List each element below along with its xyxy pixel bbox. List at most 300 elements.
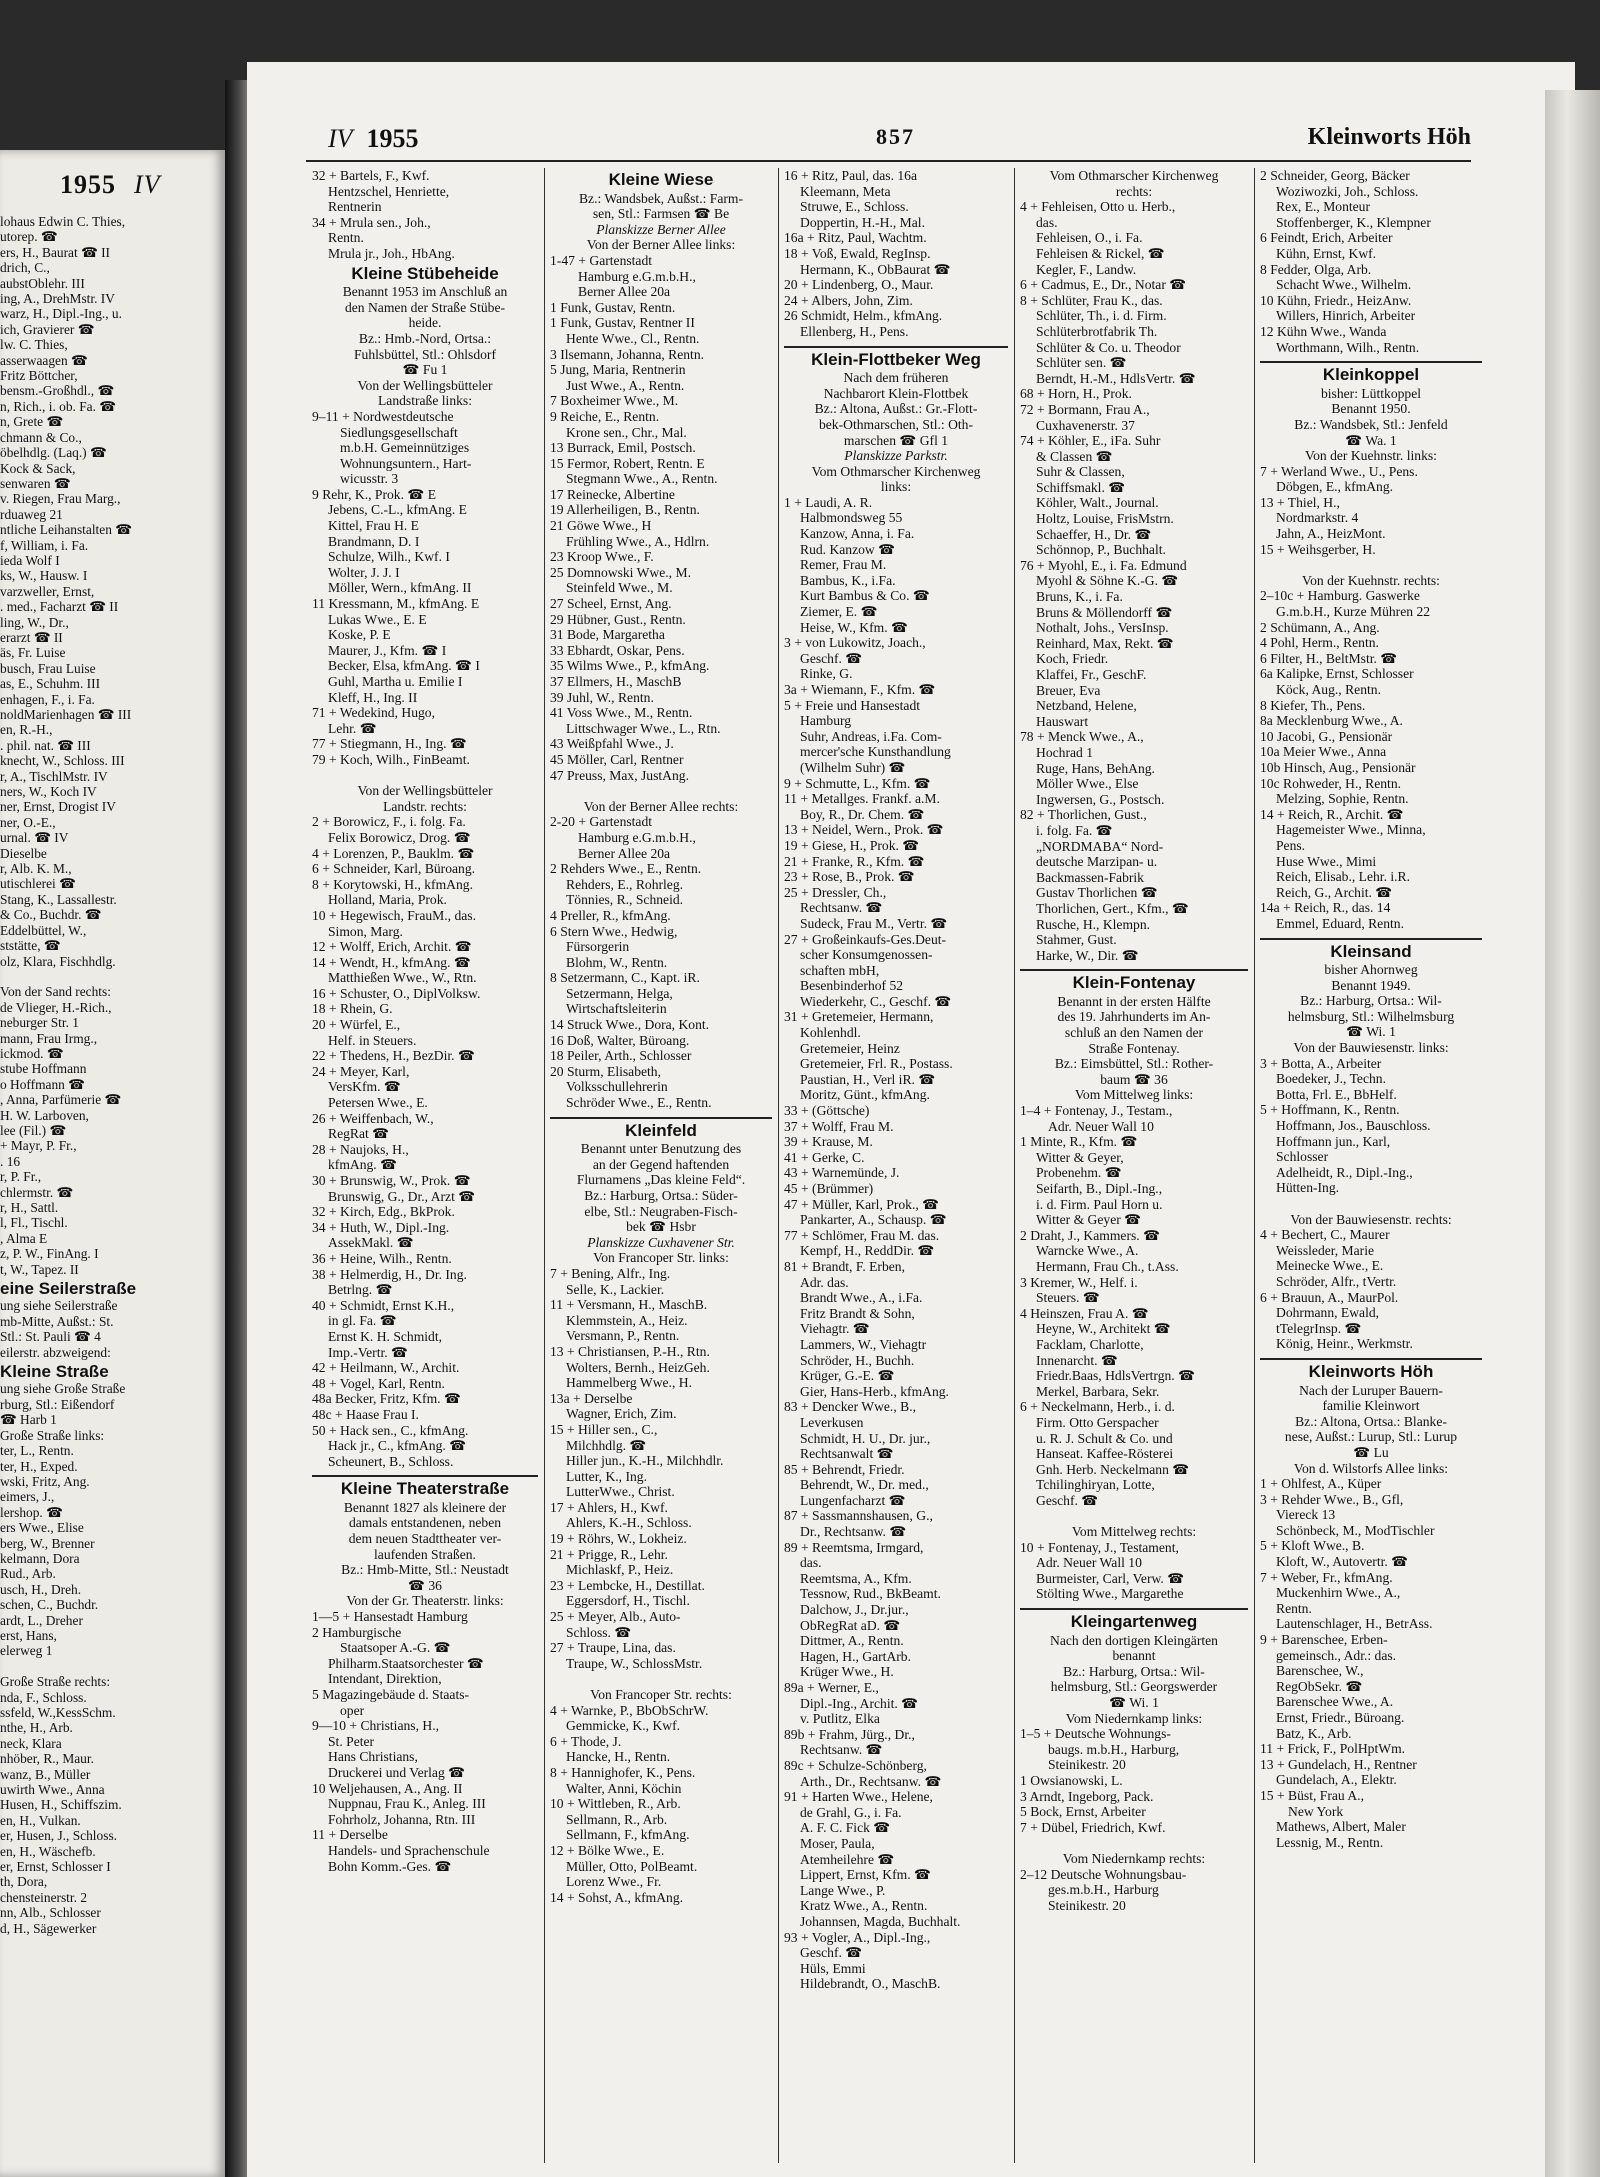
resident-entry: RegRat ☎	[328, 1126, 390, 1142]
resident-entry: Schröder, H., Buchh.	[800, 1352, 915, 1368]
left-page-line: ung siehe Große Straße	[0, 1381, 126, 1397]
left-page-line: Stl.: St. Pauli ☎ 4	[0, 1329, 101, 1345]
left-page-line: & Co., Buchdr. ☎	[0, 907, 102, 923]
street-info-line: den Namen der Straße Stübe-	[344, 299, 506, 315]
left-page-line: , Anna, Parfümerie ☎	[0, 1092, 122, 1108]
directory-column-3	[784, 168, 1008, 2163]
left-page-line: olz, Klara, Fischhdlg.	[0, 953, 116, 969]
street-heading: Kleine Theaterstraße	[340, 1479, 510, 1499]
left-page-line: l, Fl., Tischl.	[0, 1215, 68, 1231]
house-entry: 11 Kressmann, M., kfmAng. E	[312, 596, 480, 612]
street-info-line: Von Francoper Str. rechts:	[590, 1687, 732, 1702]
resident-entry: Hütten-Ing.	[1276, 1180, 1340, 1196]
left-page-line: Große Straße links:	[0, 1427, 105, 1443]
resident-entry: Worthmann, Wilh., Rentn.	[1276, 339, 1420, 355]
house-entry: 16a + Ritz, Paul, Wachtm.	[784, 230, 927, 246]
street-info-line: Vom Niedernkamp links:	[1065, 1710, 1203, 1726]
resident-entry: Tchilinghiryan, Lotte,	[1036, 1477, 1155, 1493]
house-entry: 20 + Würfel, E.,	[312, 1017, 401, 1033]
section-separator	[784, 346, 1008, 348]
resident-entry: Hamburg e.G.m.b.H.,	[578, 268, 696, 284]
street-info-line: Benannt 1953 im Anschluß an	[342, 284, 508, 300]
left-page-line: ntliche Leihanstalten ☎	[0, 522, 132, 538]
house-entry: 1–5 + Deutsche Wohnungs-	[1020, 1726, 1171, 1742]
house-entry: 17 + Ahlers, H., Kwf.	[550, 1499, 668, 1515]
left-page-line: ner, Ernst, Drogist IV	[0, 799, 116, 815]
page-header	[306, 120, 1471, 162]
house-entry: 4 Preller, R., kfmAng.	[550, 907, 671, 923]
resident-entry: i. d. Firm. Paul Horn u.	[1036, 1196, 1163, 1212]
resident-entry: Adr. das.	[800, 1274, 849, 1290]
street-info-line: ☎ Wi. 1	[1109, 1695, 1159, 1710]
resident-entry: Eggersdorf, H., Tischl.	[566, 1593, 690, 1609]
house-entry: 8 Kiefer, Th., Pens.	[1260, 697, 1366, 713]
left-page-line: drich, C.,	[0, 260, 50, 276]
resident-entry: Fürsorgerin	[566, 939, 630, 955]
resident-entry: Suhr, Andreas, i.Fa. Com-	[800, 728, 942, 744]
resident-entry: Dittmer, A., Rentn.	[800, 1633, 904, 1649]
street-info-line: Planskizze Cuxhavener Str.	[587, 1234, 735, 1250]
house-entry: 18 Peiler, Arth., Schlosser	[550, 1048, 692, 1064]
left-page-line: er, Ernst, Schlosser I	[0, 1859, 111, 1875]
street-heading: Kleinsand	[1330, 941, 1412, 961]
house-entry: 12 + Bölke Wwe., E.	[550, 1842, 665, 1858]
header-roman: IV	[328, 124, 353, 153]
left-page-year: 1955	[60, 170, 116, 199]
resident-entry: Döbgen, E., kfmAng.	[1276, 479, 1394, 495]
house-entry: 45 + (Brümmer)	[784, 1181, 874, 1196]
resident-entry: Meinecke Wwe., E.	[1276, 1258, 1384, 1274]
resident-entry: tTelegrInsp. ☎	[1276, 1320, 1362, 1336]
resident-entry: Selle, K., Lackier.	[566, 1281, 665, 1297]
resident-entry: Hiller jun., K.-H., Milchhdlr.	[566, 1453, 724, 1469]
house-entry: 8 + Korytowski, H., kfmAng.	[312, 876, 473, 892]
resident-entry: Gretemeier, Heinz	[800, 1040, 900, 1056]
left-page-line: utorep. ☎	[0, 229, 58, 245]
resident-entry: Burmeister, Carl, Verw. ☎	[1036, 1570, 1185, 1586]
street-info-line: ☎ Wi. 1	[1346, 1024, 1396, 1040]
house-entry: 89a + Werner, E.,	[784, 1680, 879, 1695]
left-page-line: en, H., Wäschefb.	[0, 1843, 96, 1859]
resident-entry: Bruns & Möllendorff ☎	[1036, 604, 1173, 620]
resident-entry: Holland, Maria, Prok.	[328, 892, 447, 908]
resident-entry: Ernst K. H. Schmidt,	[328, 1328, 443, 1344]
house-entry: 27 Scheel, Ernst, Ang.	[550, 596, 672, 612]
resident-entry: Kanzow, Anna, i. Fa.	[800, 526, 915, 542]
house-entry: 68 + Horn, H., Prok.	[1020, 386, 1132, 402]
resident-entry: gemeinsch., Adr.: das.	[1276, 1647, 1397, 1663]
house-entry: 1 Funk, Gustav, Rentner II	[550, 315, 695, 331]
street-info-line: an der Gegend haftenden	[592, 1156, 730, 1172]
resident-entry: Felix Borowicz, Drog. ☎	[328, 829, 471, 845]
house-entry: 17 Reinecke, Albertine	[550, 486, 675, 502]
resident-entry: Sudeck, Frau M., Vertr. ☎	[800, 915, 948, 931]
left-page-line: . 16	[0, 1153, 21, 1169]
house-entry: 13 + Neidel, Wern., Prok. ☎	[784, 822, 944, 838]
resident-entry: Brandt Wwe., A., i.Fa.	[800, 1290, 923, 1306]
house-entry: 76 + Myohl, E., i. Fa. Edmund	[1020, 557, 1187, 573]
house-entry: 27 + Großeinkaufs-Ges.Deut-	[784, 931, 947, 947]
house-entry: 7 + Werland Wwe., U., Pens.	[1260, 463, 1418, 479]
resident-entry: Gundelach, A., Elektr.	[1276, 1772, 1397, 1788]
house-entry: 10 + Hegewisch, FrauM., das.	[312, 907, 476, 923]
street-info-line: Nach der Luruper Bauern-	[1299, 1382, 1443, 1398]
street-info-line: familie Kleinwort	[1322, 1398, 1420, 1414]
directory-column-1	[312, 168, 538, 2163]
street-info-line: bisher Ahornweg	[1324, 962, 1418, 978]
street-info-line: ☎ Wa. 1	[1345, 432, 1397, 448]
street-info-line: Von der Bauwiesenstr. rechts:	[1290, 1211, 1452, 1227]
resident-entry: Bruns, K., i. Fa.	[1036, 589, 1123, 605]
resident-entry: Reich, G., Archit. ☎	[1276, 884, 1393, 900]
left-page-line: Von der Sand rechts:	[0, 984, 111, 1000]
house-entry: 37 + Wolff, Frau M.	[784, 1118, 894, 1134]
left-page-line: chmann & Co.,	[0, 429, 82, 445]
house-entry: 2 Draht, J., Kammers. ☎	[1020, 1227, 1161, 1243]
house-entry: 3 + Rehder Wwe., B., Gfl,	[1260, 1491, 1404, 1507]
resident-entry: Lorenz Wwe., Fr.	[566, 1874, 662, 1890]
spacer	[1260, 1196, 1482, 1212]
resident-entry: Milchhdlg. ☎	[566, 1437, 647, 1453]
left-page-line: n, Rich., i. ob. Fa. ☎	[0, 398, 116, 414]
house-entry: 31 Bode, Margaretha	[550, 627, 665, 643]
header-left	[328, 124, 419, 154]
house-entry: 15 Fermor, Robert, Rentn. E	[550, 455, 705, 471]
street-info-line: des 19. Jahrhunderts im An-	[1057, 1009, 1211, 1025]
house-entry: 71 + Wedekind, Hugo,	[312, 705, 435, 721]
house-entry: 10c Rohweder, H., Rentn.	[1260, 775, 1402, 791]
resident-entry: Hancke, H., Rentn.	[566, 1749, 671, 1765]
resident-entry: Heise, W., Kfm. ☎	[800, 619, 908, 635]
resident-entry: Hermann, Frau Ch., t.Ass.	[1036, 1258, 1179, 1274]
street-info-line: Von der Wellingsbütteler	[357, 783, 493, 799]
resident-entry: Kittel, Frau H. E	[328, 518, 419, 534]
resident-entry: Fritz Brandt & Sohn,	[800, 1305, 915, 1321]
resident-entry: Lammers, W., Viehagtr	[800, 1336, 927, 1352]
house-entry: 40 + Schmidt, Ernst K.H.,	[312, 1297, 455, 1313]
house-entry: 5 Jung, Maria, Rentnerin	[550, 362, 686, 378]
resident-entry: Hack jr., C., kfmAng. ☎	[328, 1438, 467, 1454]
house-entry: 4 + Bechert, C., Maurer	[1260, 1227, 1390, 1243]
resident-entry: Dipl.-Ing., Archit. ☎	[800, 1695, 919, 1711]
left-page-line: ter, L., Rentn.	[0, 1443, 74, 1459]
street-info-line: Von der Berner Allee rechts:	[583, 798, 739, 814]
house-entry: 6a Kalipke, Ernst, Schlosser	[1260, 666, 1414, 682]
resident-entry: in gl. Fa. ☎	[328, 1313, 397, 1329]
resident-entry: Gnh. Herb. Neckelmann ☎	[1036, 1461, 1190, 1477]
resident-entry: schaften mbH,	[800, 962, 880, 978]
house-entry: 4 Heinszen, Frau A. ☎	[1020, 1305, 1149, 1321]
resident-entry: Behrendt, W., Dr. med.,	[800, 1477, 929, 1493]
house-entry: 11 + Versmann, H., MaschB.	[550, 1297, 708, 1313]
resident-entry: de Grahl, G., i. Fa.	[800, 1804, 902, 1820]
house-entry: 10 Weljehausen, A., Ang. II	[312, 1780, 463, 1796]
left-page-line: ing, A., DrehMstr. IV	[0, 291, 115, 307]
house-entry: 14 + Reich, R., Archit. ☎	[1260, 806, 1404, 822]
house-entry: 15 + Hiller sen., C.,	[550, 1421, 658, 1437]
left-page-line: asserwaagen ☎	[0, 352, 88, 368]
resident-entry: Matthießen Wwe., W., Rtn.	[328, 970, 477, 986]
resident-entry: Geschf. ☎	[800, 650, 863, 666]
house-entry: 13a + Derselbe	[550, 1390, 633, 1406]
street-info-line: Benannt 1949.	[1331, 977, 1411, 993]
left-page-line: ners, W., Koch IV	[0, 784, 97, 800]
left-page-line: r, H., Sattl.	[0, 1200, 59, 1215]
left-page-line: ung siehe Seilerstraße	[0, 1298, 118, 1314]
left-page-line: erarzt ☎ II	[0, 629, 63, 645]
resident-entry: Arth., Dr., Rechtsanw. ☎	[800, 1773, 942, 1789]
house-entry: 7 + Bening, Alfr., Ing.	[550, 1265, 671, 1281]
resident-entry: Köhler, Walt., Journal.	[1036, 495, 1159, 511]
column-rule	[544, 168, 545, 2163]
resident-entry: Schlüter sen. ☎	[1036, 355, 1127, 371]
street-info-line: Bz.: Harburg, Ortsa.: Wil-	[1063, 1663, 1205, 1679]
resident-entry: Maurer, J., Kfm. ☎ I	[328, 642, 447, 658]
resident-entry: Hanseat. Kaffee-Rösterei	[1036, 1446, 1174, 1462]
resident-entry: Dr., Rechtsanw. ☎	[800, 1524, 907, 1540]
resident-entry: Sellmann, F., kfmAng.	[566, 1827, 690, 1843]
resident-entry: Viereck 13	[1276, 1507, 1336, 1523]
house-entry: 27 + Traupe, Lina, das.	[550, 1640, 676, 1656]
resident-entry: i. folg. Fa. ☎	[1036, 822, 1113, 838]
house-entry: 3 + Botta, A., Arbeiter	[1260, 1055, 1382, 1071]
house-entry: 2–12 Deutsche Wohnungsbau-	[1020, 1866, 1187, 1882]
street-info-line: Benannt 1950.	[1331, 401, 1411, 417]
section-separator	[1260, 1358, 1482, 1360]
street-info-line: Vom Mittelweg links:	[1074, 1087, 1194, 1103]
resident-entry: Dohrmann, Ewald,	[1276, 1305, 1380, 1321]
resident-entry: Rechtsanwalt ☎	[800, 1446, 894, 1462]
resident-entry: das.	[800, 1555, 822, 1571]
house-entry: 14 + Sohst, A., kfmAng.	[550, 1889, 684, 1905]
resident-entry: Boy, R., Dr. Chem. ☎	[800, 806, 925, 822]
left-page-line: d, H., Sägewerker	[0, 1920, 97, 1936]
house-entry: 78 + Menck Wwe., A.,	[1020, 729, 1144, 745]
house-entry: 9—10 + Christians, H.,	[312, 1718, 439, 1734]
resident-entry: m.b.H. Gemeinnütziges	[340, 440, 470, 456]
street-info-line: Planskizze Berner Allee	[596, 221, 726, 237]
left-page-line: en, H., Vulkan.	[0, 1812, 81, 1828]
resident-entry: Muckenhirn Wwe., A.,	[1276, 1585, 1401, 1601]
resident-entry: Moritz, Günt., kfmAng.	[800, 1087, 930, 1103]
resident-entry: Mathews, Albert, Maler	[1276, 1819, 1406, 1835]
house-entry: 9 Reiche, E., Rentn.	[550, 408, 660, 424]
left-page-line: . med., Facharzt ☎ II	[0, 599, 119, 615]
left-page-line: stube Hoffmann	[0, 1061, 87, 1077]
left-page-line: wski, Fritz, Ang.	[0, 1473, 90, 1489]
left-page-street-heading: eine Seilerstraße	[0, 1279, 137, 1299]
house-entry: 12 + Wolff, Erich, Archit. ☎	[312, 939, 472, 955]
resident-entry: A. F. C. Fick ☎	[800, 1820, 891, 1836]
house-entry: 4 + Warnke, P., BbObSchrW.	[550, 1702, 709, 1718]
column-rule	[1014, 168, 1015, 2163]
resident-entry: Krone sen., Chr., Mal.	[566, 424, 687, 440]
resident-entry: Kloft, W., Autovertr. ☎	[1276, 1554, 1409, 1570]
resident-entry: Reemtsma, A., Kfm.	[800, 1570, 912, 1586]
resident-entry: Lutter, K., Ing.	[566, 1468, 647, 1484]
left-page-line: ers, H., Baurat ☎ II	[0, 244, 111, 260]
resident-entry: Barenschee Wwe., A.	[1276, 1694, 1394, 1710]
house-entry: 29 Hübner, Gust., Rentn.	[550, 611, 686, 627]
section-separator	[312, 1475, 538, 1477]
resident-entry: Wolter, J. J. I	[328, 564, 400, 580]
resident-entry: „NORDMABA“ Nord-	[1036, 838, 1164, 854]
resident-entry: Wohnungsuntern., Hart-	[340, 455, 472, 471]
resident-entry: New York	[1288, 1803, 1344, 1819]
house-entry: 85 + Behrendt, Friedr.	[784, 1461, 905, 1477]
house-entry: 11 + Frick, F., PolHptWm.	[1260, 1741, 1406, 1757]
resident-entry: v. Putlitz, Elka	[800, 1711, 880, 1727]
left-page-line: noldMarienhagen ☎ III	[0, 707, 132, 722]
street-info-line: heide.	[408, 315, 442, 331]
resident-entry: Lessnig, M., Rentn.	[1276, 1834, 1384, 1850]
resident-entry: Ziemer, E. ☎	[800, 604, 878, 620]
left-page-line: ner, O.-E.,	[0, 814, 56, 830]
column-rule	[778, 168, 779, 2163]
house-entry: 8 + Schlüter, Frau K., das.	[1020, 292, 1163, 308]
house-entry: 8a Mecklenburg Wwe., A.	[1260, 713, 1403, 729]
house-entry: 24 + Meyer, Karl,	[312, 1063, 410, 1079]
resident-entry: oper	[340, 1702, 365, 1718]
left-page-line: nda, F., Schloss.	[0, 1689, 87, 1705]
resident-entry: mercer'sche Kunsthandlung	[800, 744, 951, 760]
house-entry: 5 Bock, Ernst, Arbeiter	[1020, 1804, 1146, 1820]
left-page-line: senwaren ☎	[0, 475, 71, 491]
street-heading: Kleingartenweg	[1070, 1612, 1198, 1632]
house-entry: 32 + Bartels, F., Kwf.	[312, 168, 430, 183]
resident-entry: Hente Wwe., Cl., Rentn.	[566, 330, 700, 346]
resident-entry: Boedeker, J., Techn.	[1276, 1071, 1386, 1087]
resident-entry: Schiffsmakl. ☎	[1036, 479, 1126, 495]
resident-entry: Schloss. ☎	[566, 1624, 632, 1640]
resident-entry: Kempf, H., ReddDir. ☎	[800, 1243, 935, 1259]
resident-entry: Weissleder, Marie	[1276, 1242, 1375, 1258]
resident-entry: Mrula jr., Joh., HbAng.	[328, 245, 455, 261]
resident-entry: König, Heinr., Werkmstr.	[1276, 1336, 1413, 1352]
resident-entry: Rehders, E., Rohrleg.	[566, 876, 684, 892]
street-info-line: Von d. Wilstorfs Allee links:	[1293, 1460, 1449, 1476]
house-entry: 6 Filter, H., BeltMstr. ☎	[1260, 650, 1398, 666]
resident-entry: RegObSekr. ☎	[1276, 1678, 1363, 1694]
resident-entry: Schlüterbrotfabrik Th.	[1036, 323, 1158, 339]
left-page-line: en, R.-H.,	[0, 722, 53, 738]
left-page-line: ☎ Harb 1	[0, 1412, 57, 1428]
house-entry: 19 + Röhrs, W., Lokheiz.	[550, 1531, 687, 1547]
left-page-line: r, P. Fr.,	[0, 1169, 42, 1185]
resident-entry: Möller Wwe., Else	[1036, 776, 1139, 792]
house-entry: 7 Boxheimer Wwe., M.	[550, 393, 679, 409]
resident-entry: Schaeffer, H., Dr. ☎	[1036, 526, 1152, 542]
house-entry: 5 Magazingebäude d. Staats-	[312, 1687, 470, 1702]
resident-entry: Wiederkehr, C., Geschf. ☎	[800, 993, 952, 1009]
resident-entry: wicusstr. 3	[340, 471, 399, 487]
resident-entry: Gemmicke, K., Kwf.	[566, 1718, 681, 1734]
left-page-line: Fritz Böttcher,	[0, 368, 78, 384]
resident-entry: Hagen, H., GartArb.	[800, 1648, 911, 1664]
resident-entry: Rex, E., Monteur	[1276, 199, 1371, 215]
house-entry: 6 + Cadmus, E., Dr., Notar ☎	[1020, 277, 1187, 293]
left-page-line: f, William, i. Fa.	[0, 537, 89, 553]
resident-entry: Schönbeck, M., ModTischler	[1276, 1522, 1435, 1538]
resident-entry: Nothalt, Johs., VersInsp.	[1036, 620, 1169, 636]
resident-entry: Moser, Paula,	[800, 1835, 875, 1851]
street-info-line: ☎ 36	[408, 1577, 442, 1593]
resident-entry: Simon, Marg.	[328, 923, 403, 939]
resident-entry: Fohrholz, Johanna, Rtn. III	[328, 1811, 476, 1827]
resident-entry: scher Konsumgenossen-	[800, 947, 933, 963]
resident-entry: Brandmann, D. I	[328, 533, 420, 549]
house-entry: 72 + Bormann, Frau A.,	[1020, 401, 1150, 417]
house-entry: 2 + Borowicz, F., i. folg. Fa.	[312, 814, 466, 830]
resident-entry: Schmidt, H. U., Dr. jur.,	[800, 1430, 931, 1446]
resident-entry: Rinke, G.	[800, 666, 853, 682]
left-page-line: ter, H., Exped.	[0, 1458, 78, 1474]
street-info-line: nese, Außst.: Lurup, Stl.: Lurup	[1284, 1429, 1458, 1445]
house-entry: 82 + Thorlichen, Gust.,	[1020, 807, 1147, 823]
resident-entry: Warncke Wwe., A.	[1036, 1243, 1139, 1259]
street-info-line: Nach den dortigen Kleingärten	[1050, 1632, 1218, 1648]
house-entry: 43 + Warnemünde, J.	[784, 1165, 900, 1181]
left-page-line	[0, 1659, 186, 1674]
resident-entry: Rechtsanw. ☎	[800, 1742, 883, 1758]
house-entry: 89c + Schulze-Schönberg,	[784, 1757, 927, 1773]
spacer	[1020, 1508, 1248, 1524]
resident-entry: Steinikestr. 20	[1048, 1897, 1126, 1913]
house-entry: 1—5 + Hansestadt Hamburg	[312, 1609, 468, 1625]
left-page-line: ickmod. ☎	[0, 1045, 64, 1061]
resident-entry: Staatsoper A.-G. ☎	[340, 1640, 451, 1656]
house-entry: 2 Rehders Wwe., E., Rentn.	[550, 861, 702, 877]
house-entry: 6 + Neckelmann, Herb., i. d.	[1020, 1399, 1175, 1415]
house-entry: 7 + Weber, Fr., kfmAng.	[1260, 1569, 1393, 1585]
house-entry: 18 + Voß, Ewald, RegInsp.	[784, 245, 931, 261]
resident-entry: Lungenfacharzt ☎	[800, 1492, 906, 1508]
resident-entry: Schlüter, Th., i. d. Firm.	[1036, 308, 1167, 324]
house-entry: 13 Burrack, Emil, Postsch.	[550, 440, 696, 456]
resident-entry: Koch, Friedr.	[1036, 651, 1109, 667]
resident-entry: u. R. J. Schult & Co. und	[1036, 1430, 1173, 1446]
resident-entry: Holtz, Louise, FrisMstrn.	[1036, 511, 1174, 527]
resident-entry: Becker, Elsa, kfmAng. ☎ I	[328, 658, 480, 674]
house-entry: 37 Ellmers, H., MaschB	[550, 674, 682, 689]
left-page-line: mb-Mitte, Außst.: St.	[0, 1313, 114, 1329]
house-entry: 83 + Dencker Wwe., B.,	[784, 1399, 916, 1415]
street-info-line: Von Francoper Str. links:	[593, 1250, 729, 1266]
street-info-line: Bz.: Wandsbek, Stl.: Jenfeld	[1294, 416, 1448, 432]
resident-entry: LutterWwe., Christ.	[566, 1484, 675, 1500]
left-page-line: äs, Fr. Luise	[0, 645, 66, 661]
resident-entry: Paustian, H., Verl iR. ☎	[800, 1071, 936, 1087]
house-entry: 33 Ebhardt, Oskar, Pens.	[550, 642, 685, 658]
street-info-line: benannt	[1112, 1648, 1156, 1664]
house-entry: 2-20 + Gartenstadt	[550, 814, 653, 830]
left-page-line: ardt, L., Dreher	[0, 1612, 83, 1628]
resident-entry: Seifarth, B., Dipl.-Ing.,	[1036, 1181, 1163, 1196]
house-entry: 3a + Wiemann, F., Kfm. ☎	[784, 682, 936, 697]
resident-entry: Walter, Anni, Köchin	[566, 1780, 682, 1796]
street-info-line: Vom Niedernkamp rechts:	[1062, 1850, 1206, 1866]
resident-entry: Kohlenhdl.	[800, 1025, 861, 1041]
left-page-line: rburg, Stl.: Eißendorf	[0, 1396, 115, 1412]
resident-entry: Jahn, A., HeizMont.	[1276, 526, 1386, 542]
resident-entry: Schlüter & Co. u. Theodor	[1036, 339, 1181, 355]
street-info-line: Vom Othmarscher Kirchenweg	[811, 463, 981, 479]
house-entry: 10 + Wittleben, R., Arb.	[550, 1796, 681, 1812]
street-info-line: Bz.: Wandsbek, Außst.: Farm-	[578, 190, 744, 206]
left-page-line: r, Alb. K. M.,	[0, 861, 72, 877]
house-entry: 20 + Lindenberg, O., Maur.	[784, 277, 934, 293]
street-heading: Kleinfeld	[625, 1120, 697, 1140]
